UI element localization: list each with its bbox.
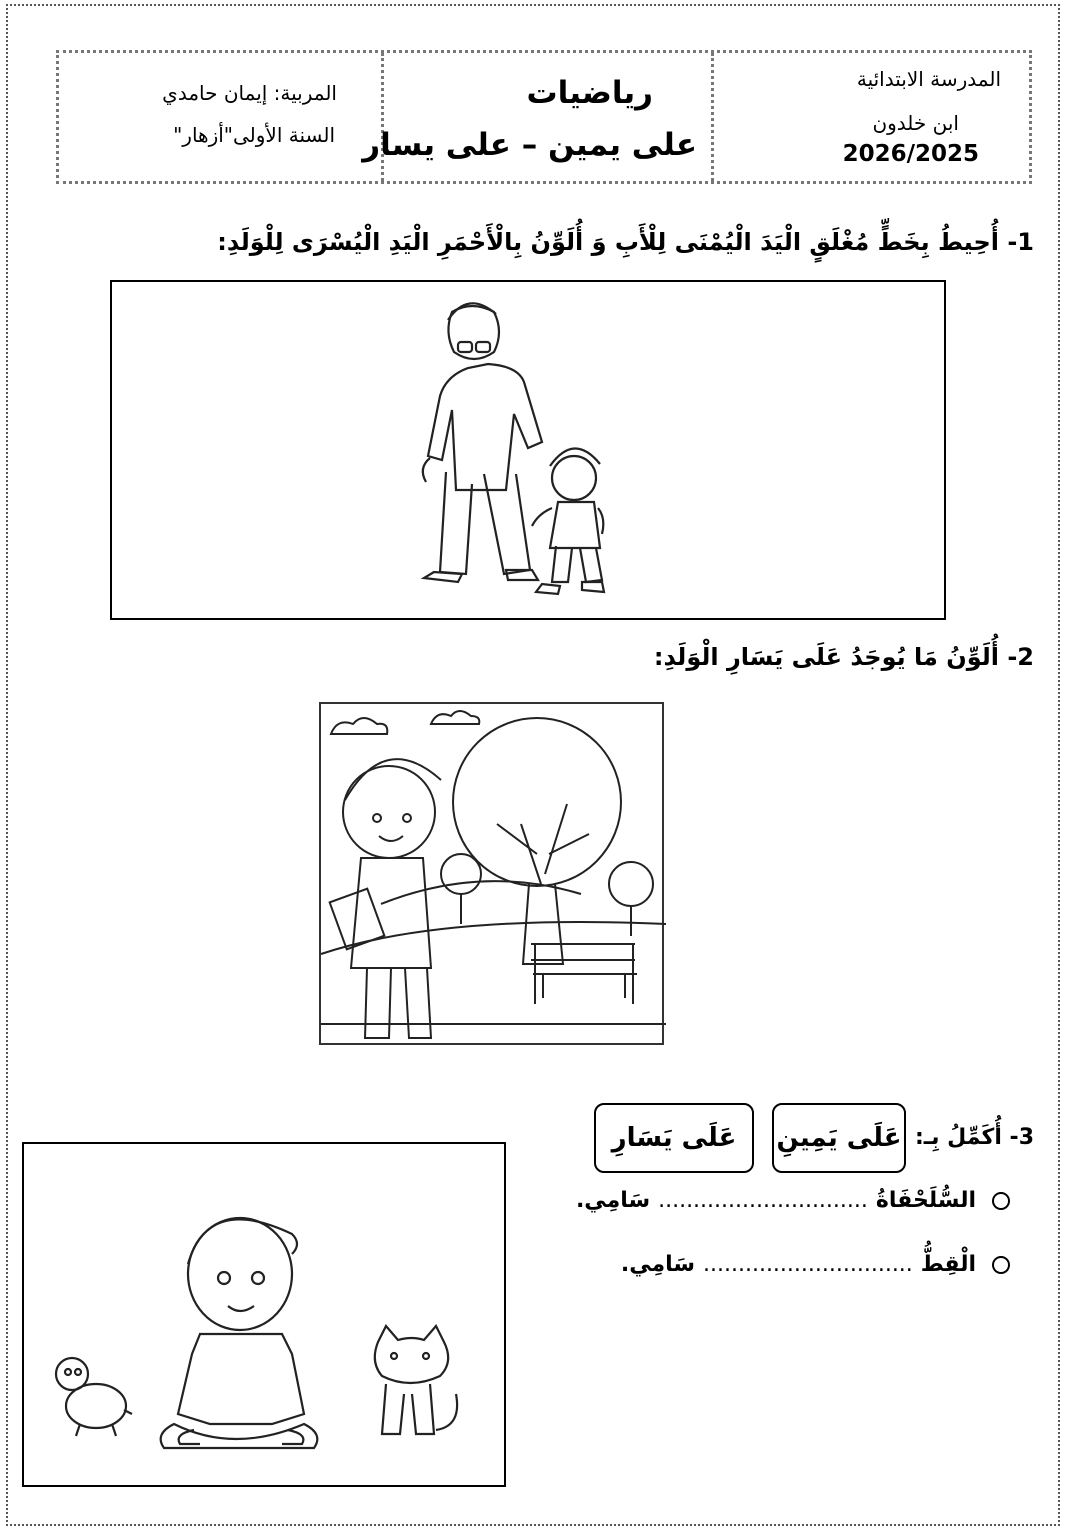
option-right: عَلَى يَمِينِ — [772, 1103, 906, 1173]
school-line1: المدرسة الابتدائية — [856, 67, 1001, 91]
question-3: 3- أُكَمِّلُ بِـ: — [914, 1125, 1034, 1150]
fill-end: سَامِي. — [620, 1252, 695, 1277]
boy-tree-illustration — [321, 704, 666, 1047]
header-box — [56, 50, 1032, 184]
fill-subject: السُّلَحْفَاةُ — [875, 1188, 976, 1213]
answer-blank[interactable]: .............................. — [658, 1188, 868, 1213]
lesson-title: على يمين – على يسار — [362, 127, 697, 163]
teacher-info — [59, 53, 381, 181]
sami-turtle-cat-illustration — [24, 1144, 508, 1489]
fill-line-turtle — [576, 1188, 1010, 1213]
bullet-icon — [992, 1256, 1010, 1274]
subject-title: رياضيات — [526, 75, 653, 111]
answer-blank[interactable]: .............................. — [703, 1252, 913, 1277]
school-year: 2026/2025 — [842, 141, 979, 167]
sami-frame — [22, 1142, 506, 1487]
title-block — [362, 53, 711, 181]
class-name: السنة الأولى"أزهار" — [173, 123, 335, 147]
fill-subject: الْقِطُّ — [920, 1252, 976, 1277]
father-son-illustration — [112, 282, 948, 622]
fill-end: سَامِي. — [575, 1188, 651, 1213]
father-son-frame — [110, 280, 946, 620]
school-line2: ابن خلدون — [872, 111, 959, 135]
teacher-name: المربية: إيمان حامدي — [162, 81, 337, 105]
school-info — [711, 53, 1029, 181]
question-2: 2- أُلَوِّنُ مَا يُوجَدُ عَلَى يَسَارِ الْوَلَدِ: — [653, 643, 1034, 671]
option-left: عَلَى يَسَارِ — [594, 1103, 754, 1173]
fill-line-cat — [621, 1252, 1010, 1277]
question-1: 1- أُحِيطُ بِخَطٍّ مُغْلَقٍ الْيَدَ الْيُمْنَى لِلْأَبِ وَ أُلَوِّنُ بِالْأَحْمَرِ الْيَدِ الْيُسْرَى لِلْوَلَدِ: — [217, 228, 1034, 256]
boy-tree-frame — [319, 702, 664, 1045]
bullet-icon — [992, 1192, 1010, 1210]
